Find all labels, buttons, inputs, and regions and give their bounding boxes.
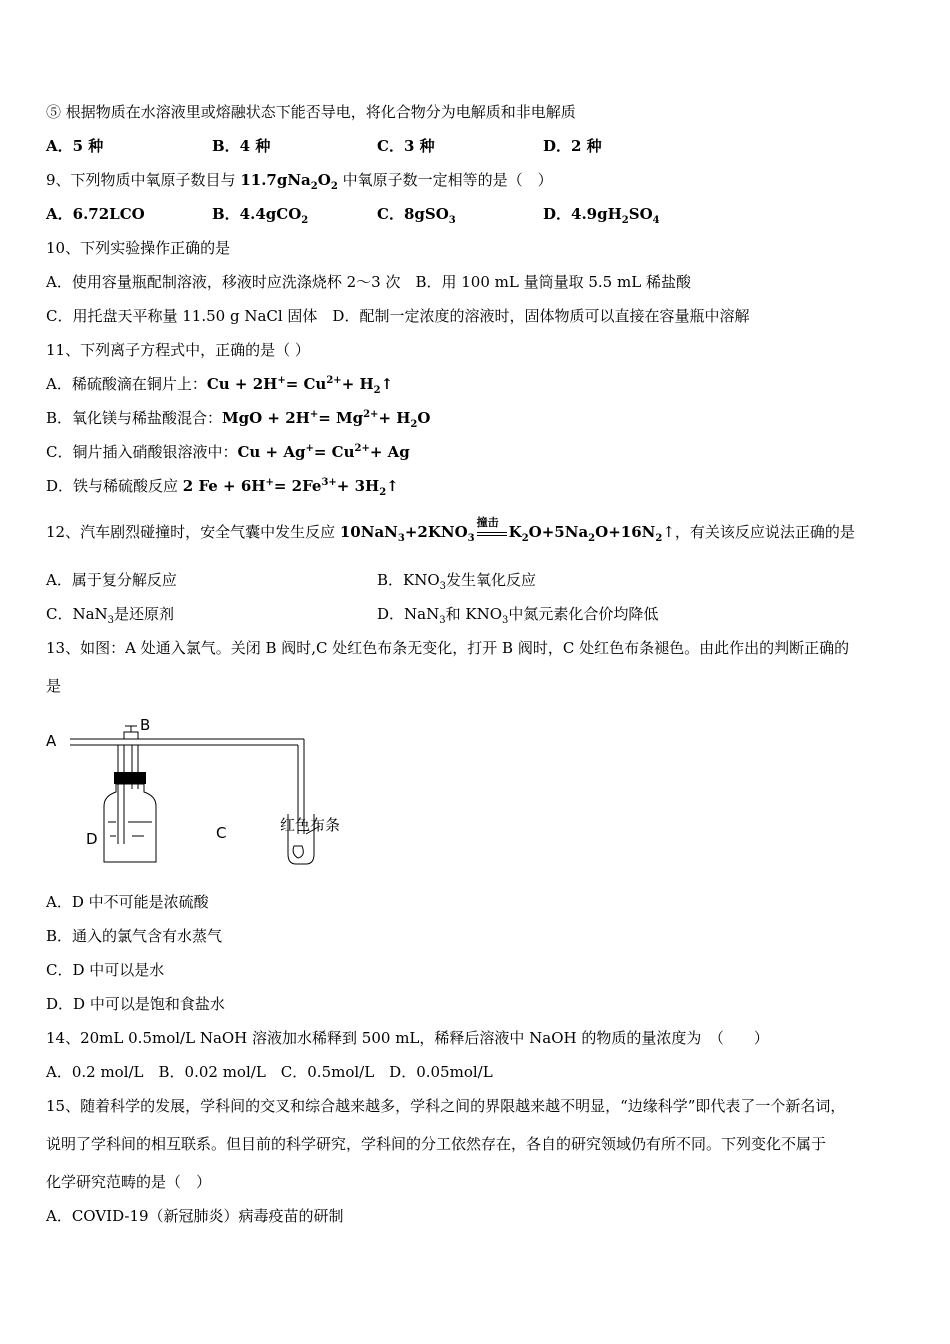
label-c: C [216,824,227,842]
q13-option-b: B．通入的氯气含有水蒸气 [46,927,223,945]
reaction-condition-arrow: 撞击 [475,523,509,543]
q13-stem-line-2: 是 [46,677,62,695]
q10-options-line-1: A．使用容量瓶配制溶液，移液时应洗涤烧杯 2～3 次 B．用 100 mL 量筒量取 5.5 mL 稀盐酸 [46,273,691,291]
q14-options: A．0.2 mol/L B．0.02 mol/L C．0.5mol/L D．0.05mol/L [46,1063,493,1081]
q8-option-d: D．2 种 [543,137,602,155]
q8-option-a: A．5 种 [46,137,104,155]
q9-option-b: B．4.4gCO$_2$ [212,205,309,226]
q12-option-d: D．NaN$_3$和 $KNO_3$中氮元素化合价均降低 [377,605,659,626]
q12-option-a: A．属于复分解反应 [46,571,177,589]
q13-option-c: C．D 中可以是水 [46,961,165,979]
q10-options-line-2: C．用托盘天平称量 11.50 g NaCl 固体 D．配制一定浓度的溶液时，固体物质可以直接在容量瓶中溶解 [46,307,750,325]
q9-option-d: D．$4.9gH_2SO_4$ [543,205,660,226]
q15-stem-line-2: 说明了学科间的相互联系。但目前的科学研究，学科间的分工依然存在，各自的研究领域仍有所不同。下列变化不属于 [46,1135,827,1153]
q13-option-a: A．D 中不可能是浓硫酸 [46,893,209,911]
q9-stem: 9、下列物质中氧原子数目与 $11.7gNa_2O_2$ 中氧原子数一定相等的是（ ） [46,171,553,192]
q12-option-b: B．$KNO_3$发生氧化反应 [377,571,537,592]
label-b: B [140,716,151,734]
label-a: A [46,732,57,750]
q15-stem-line-1: 15、随着科学的发展，学科间的交叉和综合越来越多，学科之间的界限越来越不明显，“边缘科学”即代表了一个新名词， [46,1097,846,1115]
q14-stem: 14、20mL 0.5mol/L NaOH 溶液加水稀释到 500 mL，稀释后溶液中 NaOH 的物质的量浓度为 （ ） [46,1029,769,1047]
q8-option-b: B．4 种 [212,137,271,155]
q15-option-a: A．COVID-19（新冠肺炎）病毒疫苗的研制 [46,1207,344,1225]
q10-stem: 10、下列实验操作正确的是 [46,239,231,257]
q11-option-c: C．铜片插入硝酸银溶液中：$Cu + Ag^+= Cu^{2+}+ Ag$ [46,443,410,461]
q9-option-c: C．8gSO$_3$ [377,205,456,226]
q12-stem: 12、汽车剧烈碰撞时，安全气囊中发生反应 $10NaN_3+2KNO_3$ 撞击 $K_2O+5Na_2O+16N_2↑$，有关该反应说法正确的是 [46,516,855,544]
q11-stem: 11、下列离子方程式中，正确的是（ ） [46,341,310,359]
q13-option-d: D．D 中可以是饱和食盐水 [46,995,225,1013]
q12-option-c: C．NaN$_3$是还原剂 [46,605,175,626]
q11-option-a: A．稀硫酸滴在铜片上：$Cu + 2H^+= Cu^{2+}+$ $H_2↑$ [46,375,394,396]
label-red-cloth: 红色布条 [280,816,341,834]
label-d: D [86,830,98,848]
q11-option-b: B．氧化镁与稀盐酸混合：MgO + $2H^+= Mg^{2+}+ H_2O$ [46,409,431,430]
q13-stem-line-1: 13、如图：A 处通入氯气。关闭 B 阀时,C 处红色布条无变化，打开 B 阀时，C 处红色布条褪色。由此作出的判断正确的 [46,639,850,657]
q11-option-d: D．铁与稀硫酸反应 2 $Fe + 6H^+= 2Fe^{3+}+$ $3H_2↑$ [46,477,399,498]
q15-stem-line-3: 化学研究范畴的是（ ） [46,1173,212,1191]
q9-option-a: A．6.72LCO [46,205,145,223]
q8-option-c: C．3 种 [377,137,435,155]
apparatus-diagram [44,714,364,874]
q8-item-5: ⑤ 根据物质在水溶液里或熔融状态下能否导电，将化合物分为电解质和非电解质 [46,103,576,121]
